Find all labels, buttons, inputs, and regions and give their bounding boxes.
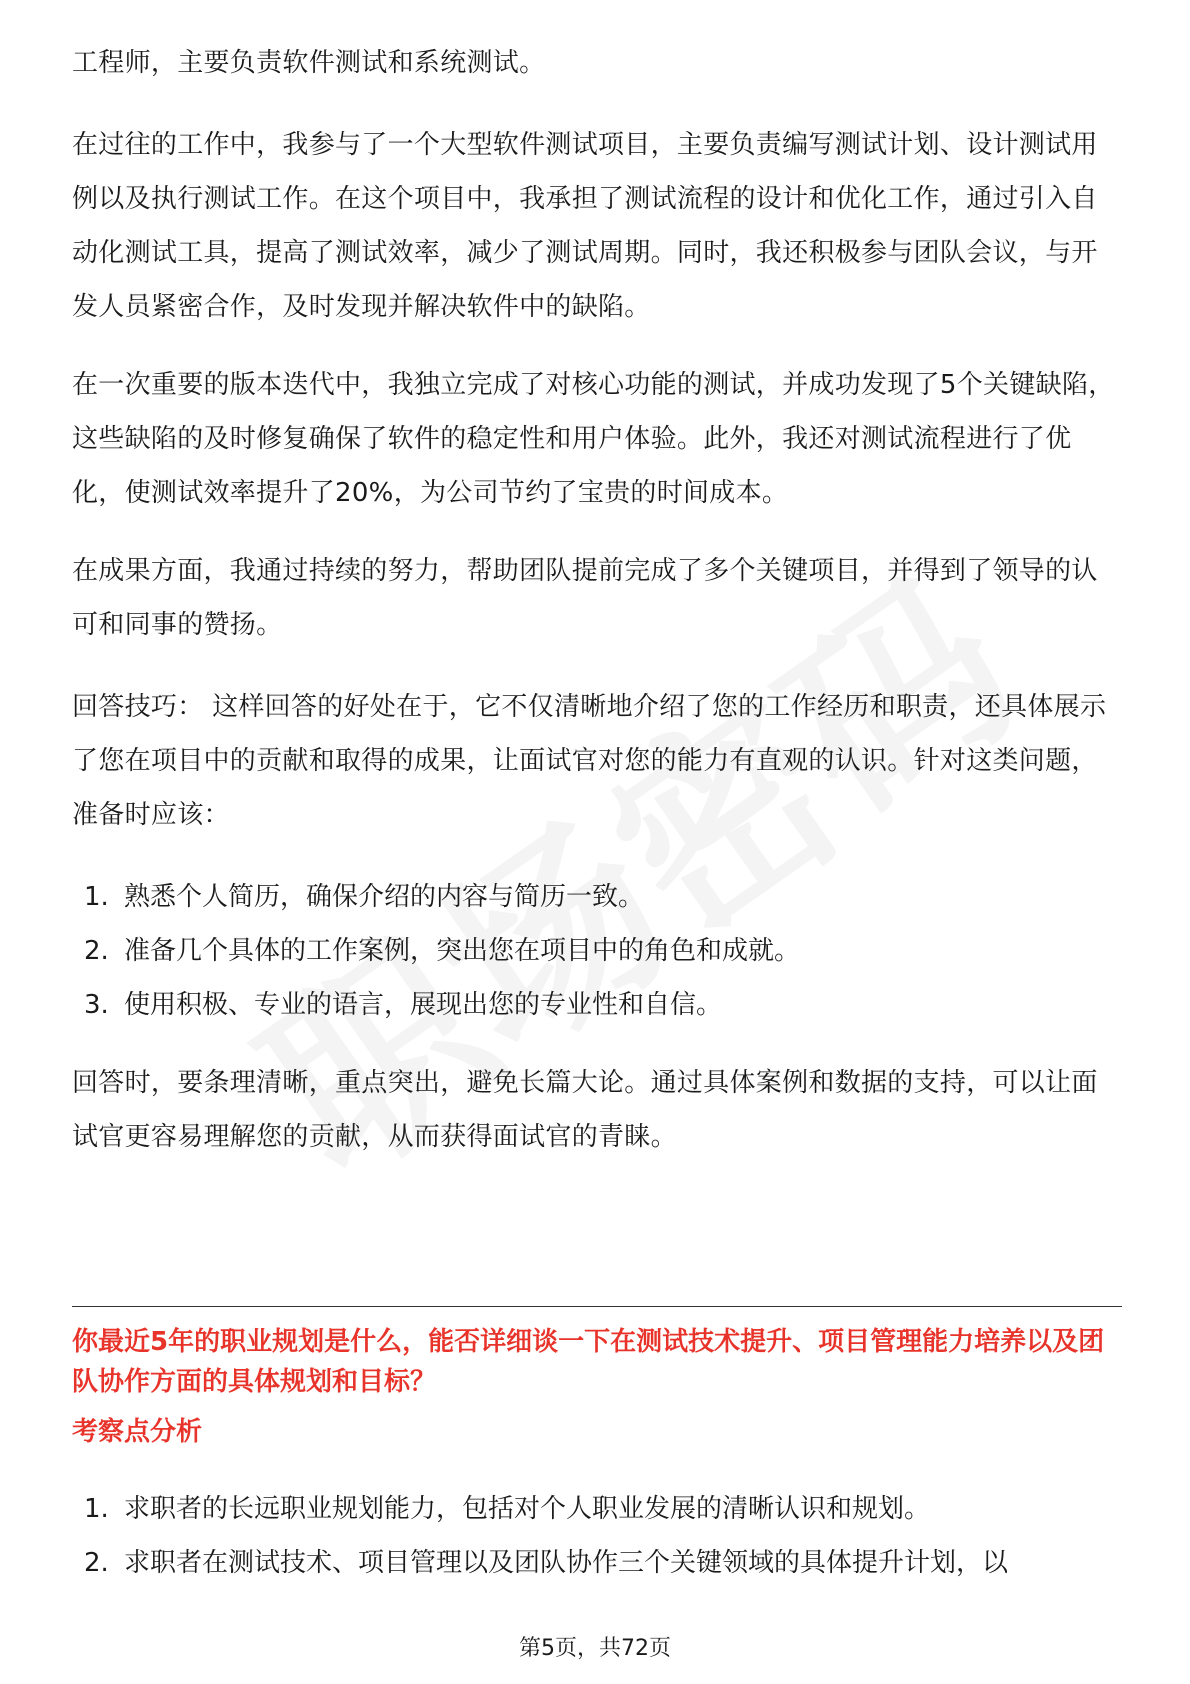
list-item [72,870,1122,924]
list-number: 2. [84,936,109,966]
analysis-heading: 考察点分析 [72,1417,203,1447]
list-number: 2. [84,1548,109,1578]
section-divider [72,1306,1122,1307]
tips-list [72,870,1122,1032]
page-footer: 第5页，共72页 [519,1636,671,1661]
analysis-list [72,1482,1122,1590]
list-text: 熟悉个人简历，确保介绍的内容与简历一致。 [124,882,645,912]
list-text: 准备几个具体的工作案例，突出您在项目中的角色和成就。 [124,936,801,966]
list-text: 使用积极、专业的语言，展现出您的专业性和自信。 [124,990,723,1020]
paragraph-answer-tips: 回答技巧： 这样回答的好处在于，它不仅清晰地介绍了您的工作经历和职责，还具体展示了您在项目中的贡献和取得的成果，让面试官对您的能力有直观的认识。针对这类问题，准备时应该： [72,692,1107,830]
question-heading: 你最近5年的职业规划是什么，能否详细谈一下在测试技术提升、项目管理能力培养以及团队协作方面的具体规划和目标？ [72,1327,1105,1397]
paragraph-achievement: 在一次重要的版本迭代中，我独立完成了对核心功能的测试，并成功发现了5个关键缺陷，这些缺陷的及时修复确保了软件的稳定性和用户体验。此外，我还对测试流程进行了优化，使测试效率提升了20%，为公司节约了宝贵的时间成本。 [72,370,1115,508]
paragraph-closing: 回答时，要条理清晰，重点突出，避免长篇大论。通过具体案例和数据的支持，可以让面试官更容易理解您的贡献，从而获得面试官的青睐。 [72,1068,1098,1152]
paragraph-experience: 在过往的工作中，我参与了一个大型软件测试项目，主要负责编写测试计划、设计测试用例以及执行测试工作。在这个项目中，我承担了测试流程的设计和优化工作，通过引入自动化测试工具，提高了测试效率，减少了测试周期。同时，我还积极参与团队会议，与开发人员紧密合作，及时发现并解决软件中的缺陷。 [72,130,1098,322]
list-item [72,978,1122,1032]
list-number: 3. [84,990,109,1020]
paragraph-results: 在成果方面，我通过持续的努力，帮助团队提前完成了多个关键项目，并得到了领导的认可和同事的赞扬。 [72,556,1098,640]
list-item [72,1536,1122,1590]
list-number: 1. [84,882,109,912]
paragraph-intro: 工程师，主要负责软件测试和系统测试。 [72,48,546,78]
list-text: 求职者的长远职业规划能力，包括对个人职业发展的清晰认识和规划。 [124,1494,931,1524]
list-item [72,924,1122,978]
list-item [72,1482,1122,1536]
list-text: 求职者在测试技术、项目管理以及团队协作三个关键领域的具体提升计划，以 [124,1548,1009,1578]
list-number: 1. [84,1494,109,1524]
